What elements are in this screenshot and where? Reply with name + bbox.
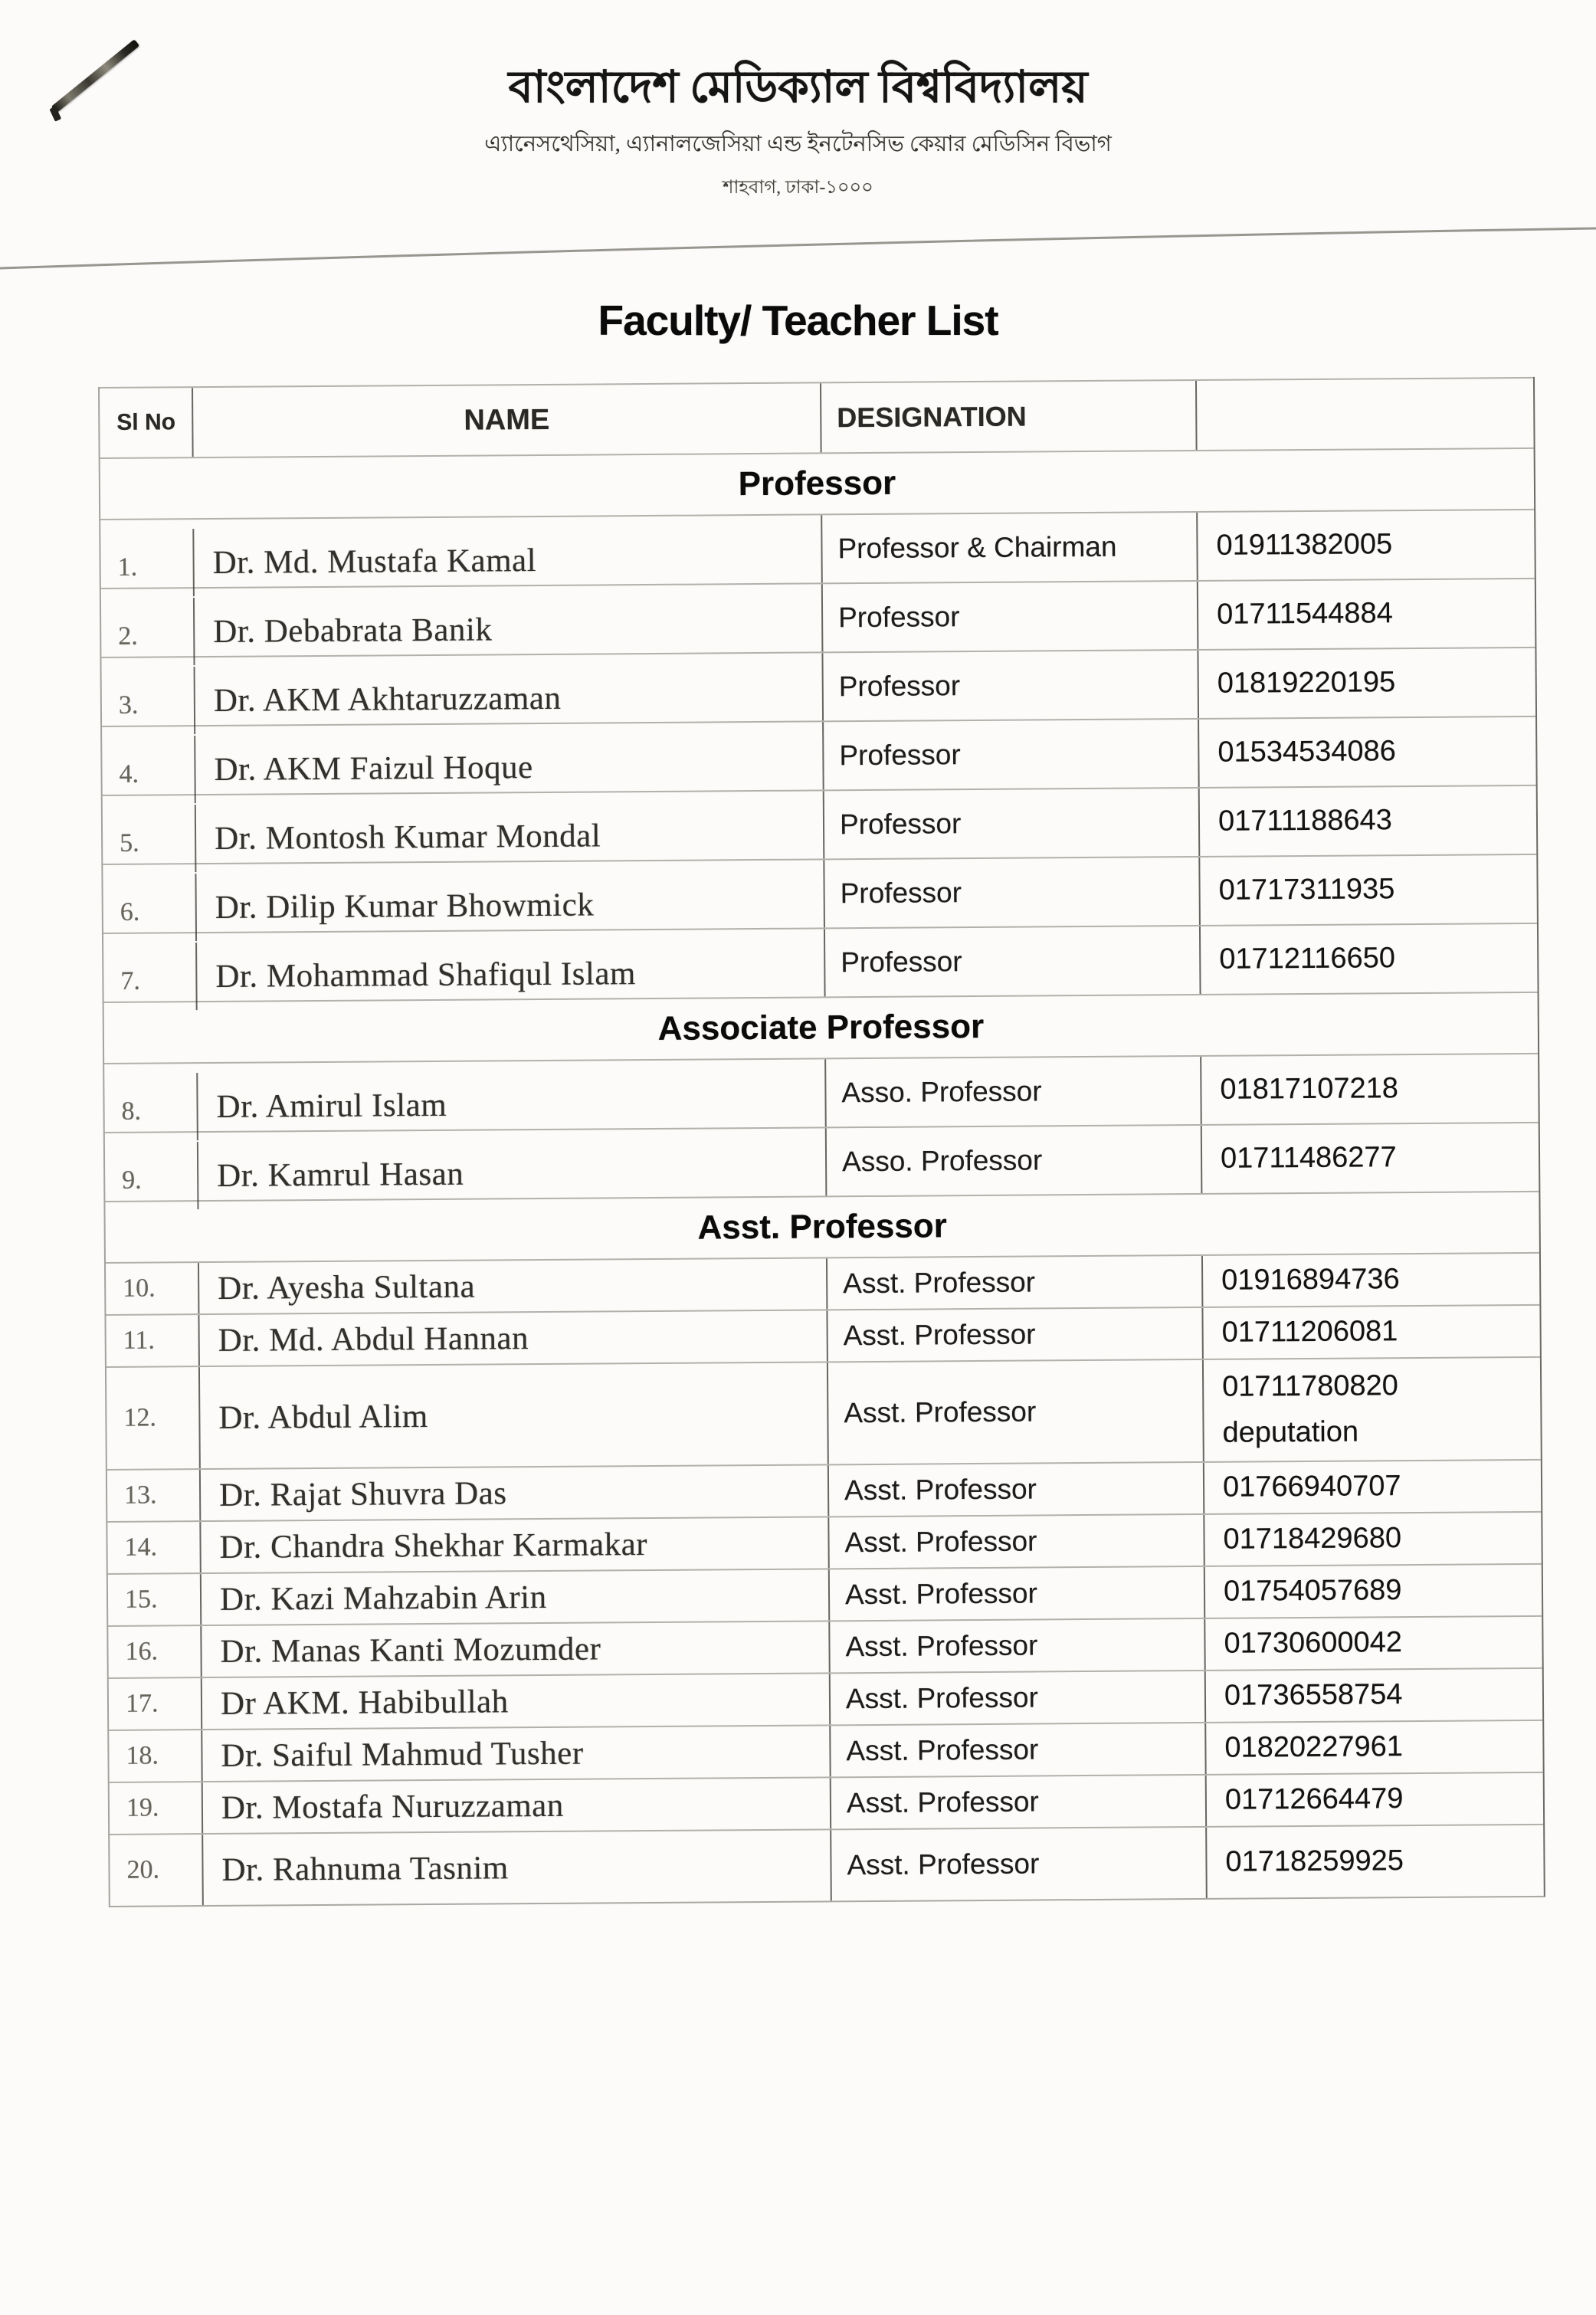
cell-designation: Asst. Professor bbox=[827, 1463, 1203, 1516]
cell-designation: Asst. Professor bbox=[826, 1308, 1201, 1361]
cell-slno: 17. bbox=[125, 1689, 159, 1718]
header-cell-name: NAME bbox=[192, 383, 821, 457]
cell-designation: Asst. Professor bbox=[830, 1828, 1206, 1900]
cell-designation: Asst. Professor bbox=[829, 1671, 1204, 1724]
cell-phone bbox=[1201, 1306, 1542, 1359]
section-label: Asst. Professor bbox=[697, 1207, 947, 1247]
table-header-row bbox=[100, 377, 1534, 457]
cell-phone bbox=[1200, 1054, 1542, 1124]
cell-slno: 16. bbox=[125, 1637, 159, 1666]
faculty-table bbox=[98, 377, 1545, 1907]
cell-name: Dr. AKM Faizul Hoque bbox=[194, 731, 823, 803]
cell-phone bbox=[1205, 1773, 1546, 1826]
department-name: এ্যানেসথেসিয়া, এ্যানালজেসিয়া এন্ড ইনটেনসিভ কেয়ার মেডিসিন বিভাগ bbox=[484, 131, 1112, 156]
header-cell-slno: Sl No bbox=[116, 409, 176, 435]
cell-slno: 3. bbox=[118, 690, 139, 720]
cell-designation: Professor bbox=[821, 651, 1198, 720]
cell-designation: Asst. Professor bbox=[826, 1256, 1201, 1309]
header-cell-phone bbox=[1195, 379, 1537, 450]
cell-slno: 5. bbox=[120, 828, 139, 857]
section-label: Associate Professor bbox=[657, 1007, 985, 1048]
cell-phone bbox=[1198, 786, 1540, 856]
cell-designation: Asso. Professor bbox=[824, 1057, 1201, 1126]
cell-name: Dr. AKM Akhtaruzzaman bbox=[194, 662, 823, 734]
cell-phone bbox=[1198, 717, 1539, 787]
cell-phone bbox=[1199, 924, 1541, 994]
cell-phone bbox=[1204, 1721, 1545, 1774]
phone-number: 01819220195 bbox=[1217, 666, 1396, 700]
cell-name: Dr. Debabrata Banik bbox=[193, 593, 822, 665]
cell-name: Dr. Kazi Mahzabin Arin bbox=[200, 1569, 828, 1625]
cell-designation: Asst. Professor bbox=[827, 1515, 1203, 1568]
cell-designation: Professor bbox=[824, 926, 1200, 996]
cell-slno: 6. bbox=[120, 897, 140, 926]
phone-number: 01717311935 bbox=[1218, 873, 1395, 907]
table-row bbox=[104, 1053, 1539, 1132]
cell-name: Dr. Abdul Alim bbox=[198, 1362, 827, 1468]
table-row bbox=[110, 1772, 1543, 1834]
cell-designation: Professor & Chairman bbox=[821, 513, 1197, 582]
table-body bbox=[100, 448, 1544, 1906]
cell-slno: 14. bbox=[124, 1533, 158, 1562]
cell-slno: 12. bbox=[123, 1403, 157, 1432]
cell-name: Dr. Manas Kanti Mozumder bbox=[200, 1621, 828, 1677]
cell-phone bbox=[1203, 1513, 1544, 1566]
cell-designation: Asst. Professor bbox=[829, 1723, 1204, 1776]
cell-name: Dr. Md. Abdul Hannan bbox=[198, 1310, 826, 1366]
cell-designation: Professor bbox=[823, 857, 1199, 927]
cell-designation: Professor bbox=[823, 789, 1199, 858]
cell-phone bbox=[1201, 1123, 1542, 1193]
cell-slno: 1. bbox=[117, 553, 138, 582]
cell-phone bbox=[1198, 855, 1540, 925]
cell-slno: 4. bbox=[119, 759, 139, 789]
cell-slno: 9. bbox=[122, 1166, 142, 1195]
cell-slno: 20. bbox=[126, 1855, 160, 1884]
cell-name: Dr. Md. Mustafa Kamal bbox=[192, 524, 821, 596]
cell-designation: Asst. Professor bbox=[827, 1360, 1203, 1464]
cell-name: Dr. Amirul Islam bbox=[196, 1068, 825, 1140]
cell-phone bbox=[1205, 1825, 1547, 1898]
phone-number: 01736558754 bbox=[1224, 1678, 1403, 1712]
phone-number: 01711206081 bbox=[1221, 1315, 1398, 1349]
cell-designation: Asst. Professor bbox=[828, 1619, 1204, 1672]
cell-designation: Asso. Professor bbox=[825, 1126, 1201, 1195]
cell-phone bbox=[1196, 510, 1538, 580]
phone-number: 01711188643 bbox=[1217, 804, 1392, 838]
page-title: Faculty/ Teacher List bbox=[598, 297, 998, 344]
cell-slno: 19. bbox=[126, 1793, 159, 1822]
phone-number: 01766940707 bbox=[1222, 1470, 1401, 1503]
table-row bbox=[107, 1459, 1541, 1521]
table-row bbox=[109, 1720, 1542, 1782]
cell-phone bbox=[1202, 1358, 1544, 1461]
cell-designation: Asst. Professor bbox=[830, 1776, 1205, 1828]
cell-name: Dr. Montosh Kumar Mondal bbox=[195, 800, 824, 872]
header-cell-designation: DESIGNATION bbox=[820, 381, 1196, 452]
section-header-row bbox=[100, 448, 1535, 519]
cell-slno: 18. bbox=[126, 1741, 159, 1770]
cell-name: Dr. Rajat Shuvra Das bbox=[199, 1465, 827, 1520]
phone-number: 01711544884 bbox=[1216, 597, 1393, 631]
address-line: শাহবাগ, ঢাকা-১০০০ bbox=[723, 177, 873, 198]
table-row bbox=[108, 1563, 1542, 1625]
section-label: Professor bbox=[738, 464, 896, 503]
table-row bbox=[108, 1615, 1542, 1677]
cell-name: Dr. Dilip Kumar Bhowmick bbox=[195, 869, 824, 941]
university-name: বাংলাদেশ মেডিক্যাল বিশ্ববিদ্যালয় bbox=[508, 62, 1088, 112]
letterhead bbox=[0, 60, 1596, 204]
phone-number: 01712116650 bbox=[1219, 942, 1396, 976]
cell-phone bbox=[1201, 1254, 1542, 1307]
cell-name: Dr. Kamrul Hasan bbox=[197, 1137, 826, 1209]
cell-designation: Professor bbox=[822, 720, 1198, 789]
cell-slno: 13. bbox=[123, 1480, 157, 1510]
table-row bbox=[107, 1511, 1541, 1573]
cell-phone bbox=[1204, 1669, 1545, 1722]
phone-number: 01718259925 bbox=[1225, 1844, 1404, 1878]
phone-number: 01817107218 bbox=[1220, 1072, 1399, 1107]
phone-number: 01911382005 bbox=[1216, 528, 1393, 562]
cell-name: Dr. Mostafa Nuruzzaman bbox=[202, 1778, 830, 1833]
cell-designation: Professor bbox=[821, 582, 1198, 651]
cell-slno: 10. bbox=[123, 1274, 156, 1303]
phone-number: 01718429680 bbox=[1223, 1522, 1402, 1556]
phone-number: 01754057689 bbox=[1223, 1574, 1402, 1608]
phone-number: 01712664479 bbox=[1224, 1782, 1404, 1816]
cell-name: Dr AKM. Habibullah bbox=[201, 1674, 829, 1729]
cell-phone bbox=[1204, 1617, 1545, 1670]
table-row bbox=[109, 1667, 1542, 1730]
cell-slno: 8. bbox=[121, 1097, 142, 1126]
phone-number: 01820227961 bbox=[1224, 1730, 1404, 1764]
cell-name: Dr. Mohammad Shafiqul Islam bbox=[195, 938, 824, 1010]
cell-name: Dr. Rahnuma Tasnim bbox=[202, 1830, 831, 1905]
cell-name: Dr. Chandra Shekhar Karmakar bbox=[199, 1517, 827, 1572]
cell-phone bbox=[1204, 1565, 1545, 1618]
phone-number: 01730600042 bbox=[1224, 1626, 1403, 1660]
cell-slno: 7. bbox=[120, 966, 141, 995]
cell-phone bbox=[1197, 579, 1539, 649]
phone-number: 01711486277 bbox=[1220, 1141, 1397, 1175]
table-row bbox=[110, 1824, 1544, 1906]
cell-phone bbox=[1197, 648, 1539, 718]
phone-number: 01534534086 bbox=[1217, 735, 1396, 769]
phone-number: 01711780820 bbox=[1222, 1369, 1398, 1404]
phone-number: 01916894736 bbox=[1221, 1263, 1400, 1297]
table-row bbox=[106, 1304, 1539, 1366]
cell-name: Dr. Saiful Mahmud Tusher bbox=[201, 1726, 829, 1781]
cell-name: Dr. Ayesha Sultana bbox=[198, 1258, 826, 1313]
table-row bbox=[100, 509, 1535, 588]
cell-slno: 11. bbox=[123, 1326, 156, 1355]
cell-phone bbox=[1203, 1461, 1544, 1513]
cell-slno: 15. bbox=[124, 1585, 158, 1614]
phone-note: deputation bbox=[1222, 1415, 1359, 1449]
cell-slno: 2. bbox=[118, 621, 138, 651]
table-row bbox=[106, 1252, 1539, 1314]
cell-designation: Asst. Professor bbox=[828, 1567, 1204, 1620]
table-row bbox=[107, 1356, 1541, 1469]
